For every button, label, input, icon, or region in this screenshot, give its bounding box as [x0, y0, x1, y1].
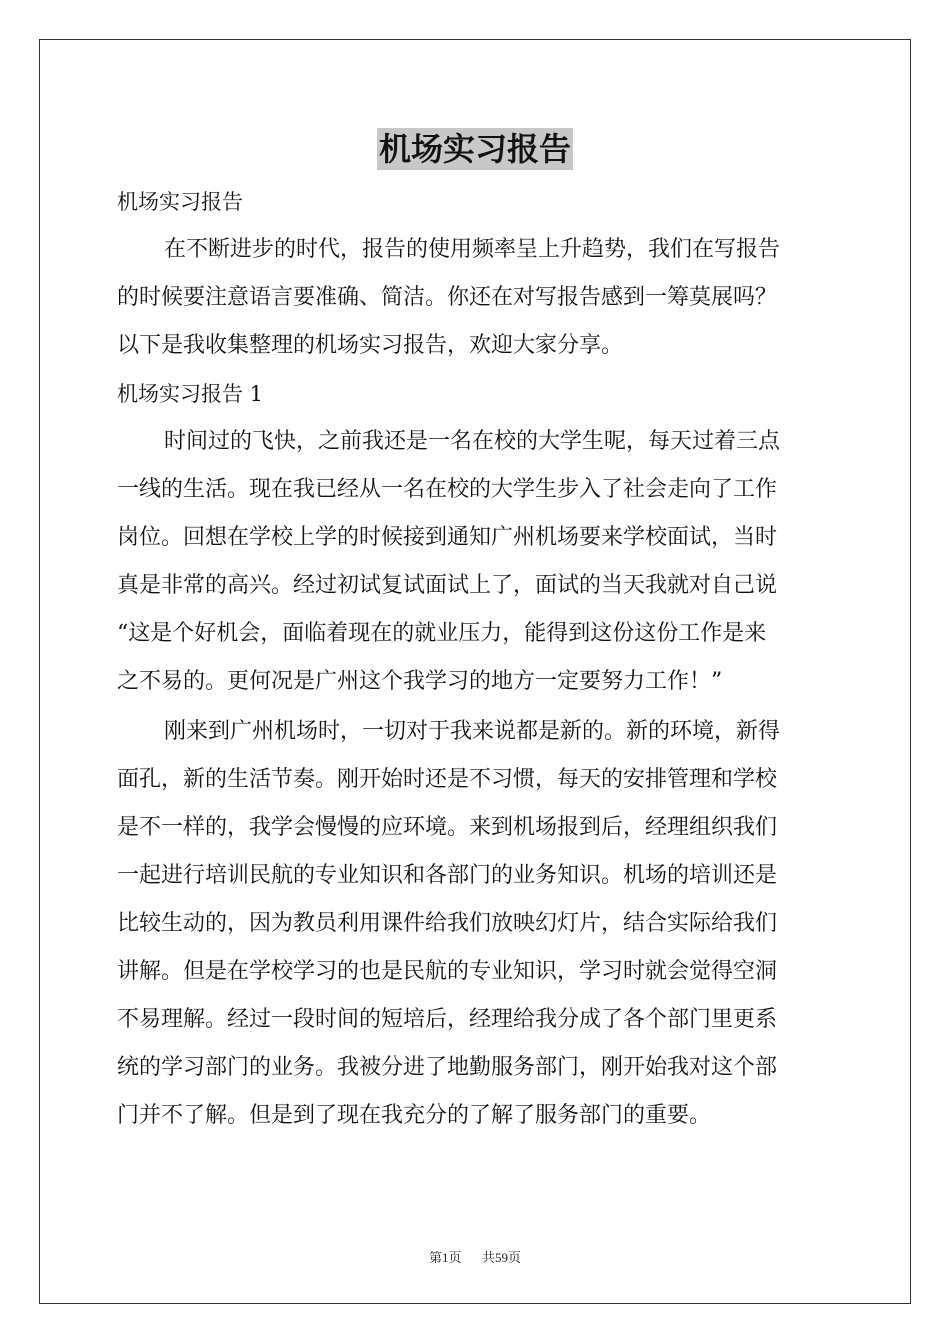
paragraph-line: 在不断进步的时代，报告的使用频率呈上升趋势，我们在写报告 — [164, 237, 781, 262]
page-footer — [0, 1247, 950, 1266]
paragraph-line: 不易理解。经过一段时间的短培后，经理给我分成了各个部门里更系 — [117, 1007, 778, 1032]
paragraph-2 — [117, 708, 837, 1140]
paragraph-line: 门并不了解。但是到了现在我充分的了解了服务部门的重要。 — [117, 1103, 712, 1128]
paragraph-line: 一起进行培训民航的专业知识和各部门的业务知识。机场的培训还是 — [117, 863, 778, 888]
document-title: 机场实习报告 — [378, 130, 571, 168]
intro-paragraph — [117, 226, 837, 370]
paragraph-line: 刚来到广州机场时，一切对于我来说都是新的。新的环境，新得 — [164, 719, 781, 744]
paragraph-line: 面孔，新的生活节奏。刚开始时还是不习惯，每天的安排管理和学校 — [117, 767, 778, 792]
paragraph-line: 以下是我收集整理的机场实习报告，欢迎大家分享。 — [117, 333, 624, 358]
paragraph-line: 岗位。回想在学校上学的时候接到通知广州机场要来学校面试，当时 — [117, 525, 778, 550]
paragraph-line: 的时候要注意语言要准确、简洁。你还在对写报告感到一筹莫展吗？ — [117, 285, 778, 310]
document-body — [117, 178, 837, 1140]
paragraph-line: 是不一样的，我学会慢慢的应环境。来到机场报到后，经理组织我们 — [117, 815, 778, 840]
subtitle: 机场实习报告 — [117, 190, 243, 214]
paragraph-line: 讲解。但是在学校学习的也是民航的专业知识，学习时就会觉得空洞 — [117, 959, 778, 984]
paragraph-line: 真是非常的高兴。经过初试复试面试上了，面试的当天我就对自己说 — [117, 573, 778, 598]
title-container — [0, 128, 950, 170]
paragraph-line: 比较生动的，因为教员利用课件给我们放映幻灯片，结合实际给我们 — [117, 911, 778, 936]
paragraph-line: 之不易的。更何况是广州这个我学习的地方一定要努力工作！” — [117, 669, 723, 694]
paragraph-line: 一线的生活。现在我已经从一名在校的大学生步入了社会走向了工作 — [117, 477, 778, 502]
page-number-current: 第1页 — [428, 1250, 462, 1265]
paragraph-line: 时间过的飞快，之前我还是一名在校的大学生呢，每天过着三点 — [164, 429, 781, 454]
paragraph-line: 统的学习部门的业务。我被分进了地勤服务部门，刚开始我对这个部 — [117, 1055, 778, 1080]
section-heading: 机场实习报告 1 — [117, 382, 264, 406]
page-number-total: 共59页 — [482, 1250, 522, 1265]
paragraph-1 — [117, 418, 837, 706]
paragraph-line: “这是个好机会，面临着现在的就业压力，能得到这份这份工作是来 — [117, 621, 767, 646]
